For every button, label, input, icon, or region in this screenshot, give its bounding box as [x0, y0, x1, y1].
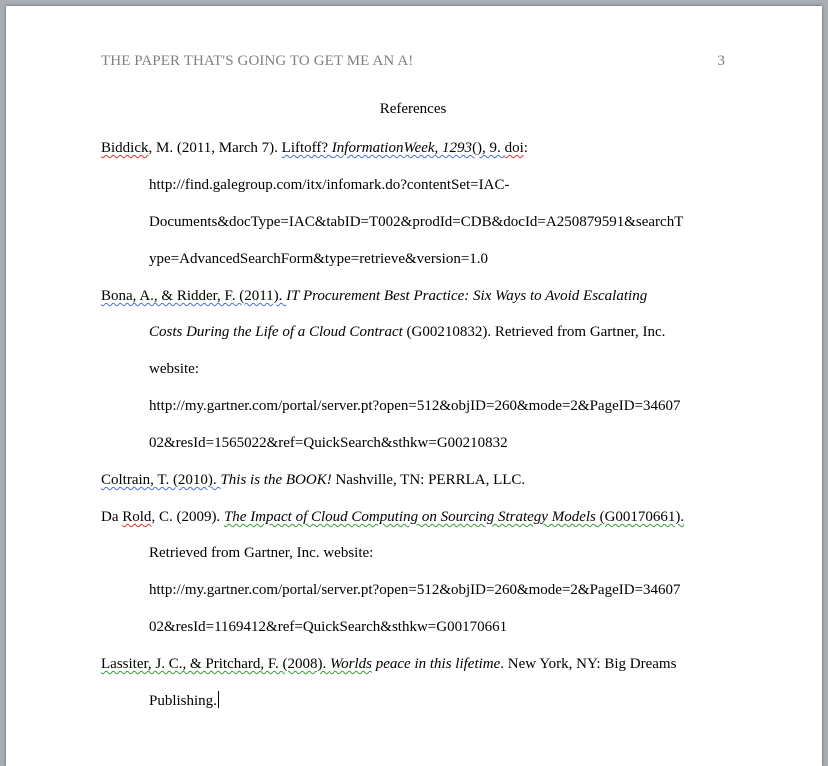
- page-number: 3: [717, 53, 725, 69]
- reference-url-line: 02&resId=1565022&ref=QuickSearch&sthkw=G00210832: [149, 435, 508, 451]
- reference-title: This is the BOOK!: [220, 472, 332, 488]
- author-name: Biddick: [101, 140, 149, 156]
- reference-url-line: http://my.gartner.com/portal/server.pt?open=512&objID=260&mode=2&PageID=34607: [149, 398, 681, 414]
- reference-title: IT Procurement Best Practice: Six Ways to Avoid Escalating: [286, 288, 648, 304]
- reference-url-line: Documents&docType=IAC&tabID=T002&prodId=CDB&docId=A250879591&searchT: [149, 214, 684, 230]
- author-name: Rold: [122, 509, 152, 525]
- reference-entry-coltrain[interactable]: Coltrain, T. (2010). This is the BOOK! Nashville, TN: PERRLA, LLC.: [101, 472, 526, 488]
- reference-line: Costs During the Life of a Cloud Contract (G00210832). Retrieved from Gartner, Inc.: [149, 324, 666, 340]
- running-head: THE PAPER THAT'S GOING TO GET ME AN A!: [101, 53, 414, 69]
- reference-title: The Impact of Cloud Computing on Sourcing Strategy Models: [223, 509, 596, 525]
- reference-url-line: http://my.gartner.com/portal/server.pt?open=512&objID=260&mode=2&PageID=34607: [149, 582, 681, 598]
- reference-line: website:: [149, 361, 199, 377]
- journal-title: InformationWeek, 1293: [331, 140, 473, 156]
- references-heading: References: [379, 101, 447, 117]
- text-cursor: [218, 691, 219, 708]
- reference-entry-lassiter[interactable]: Lassiter, J. C., & Pritchard, F. (2008). Worlds peace in this lifetime. New York, NY: Big Dreams: [101, 656, 677, 672]
- reference-line: Publishing.: [149, 693, 217, 709]
- reference-line: Retrieved from Gartner, Inc. website:: [149, 545, 374, 561]
- reference-entry-darold[interactable]: Da Rold, C. (2009). The Impact of Cloud Computing on Sourcing Strategy Models (G00170661).: [101, 509, 685, 525]
- reference-title-word: Worlds: [330, 656, 372, 672]
- reference-entry-bona[interactable]: Bona, A., & Ridder, F. (2011). IT Procurement Best Practice: Six Ways to Avoid Escalating: [101, 288, 648, 304]
- reference-url-line: 02&resId=1169412&ref=QuickSearch&sthkw=G00170661: [149, 619, 508, 635]
- reference-title: peace in this lifetime: [371, 656, 501, 672]
- document-page[interactable]: [6, 6, 822, 766]
- reference-entry-biddick[interactable]: Biddick, M. (2011, March 7). Liftoff? InformationWeek, 1293(), 9. doi:: [101, 140, 528, 156]
- reference-url-line: http://find.galegroup.com/itx/infomark.do?contentSet=IAC-: [149, 177, 510, 193]
- reference-url-line: ype=AdvancedSearchForm&type=retrieve&version=1.0: [149, 251, 489, 267]
